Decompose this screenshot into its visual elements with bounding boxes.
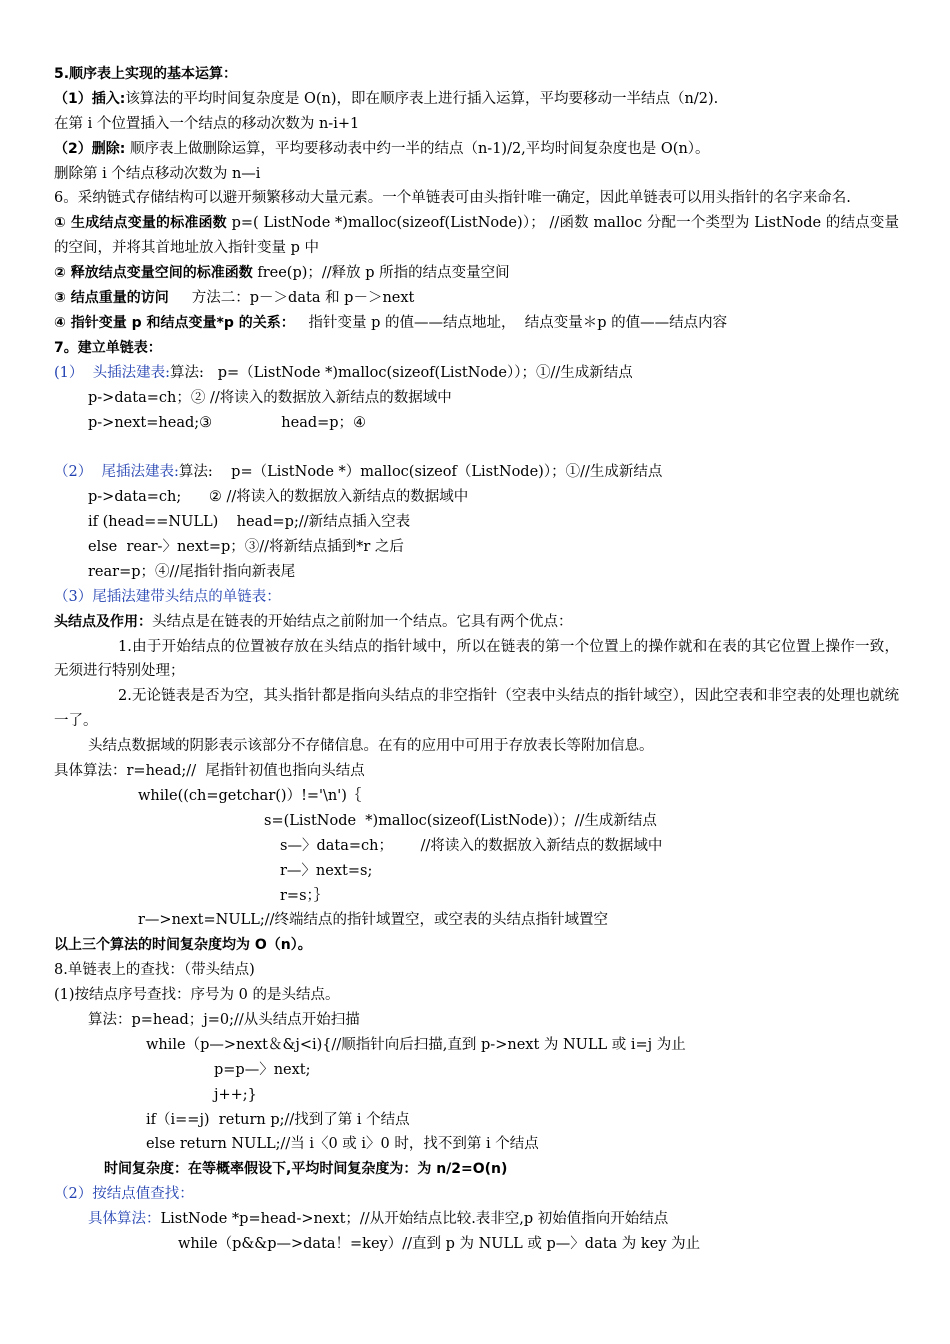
code-line: r—>next=NULL;//终端结点的指针域置空，或空表的头结点指针域置空	[138, 912, 608, 929]
code-line: rear=p；④//尾指针指向新表尾	[88, 563, 296, 580]
code-line: p=p—〉next;	[214, 1061, 311, 1078]
code-line: r—〉next=s;	[280, 862, 373, 879]
delete-complexity-line: （2）删除: 顺序表上做删除运算，平均要移动表中约一半的结点（n-1)/2,平均时间复杂度也是 O(n）。	[54, 140, 710, 157]
code-line: s—〉data=ch； //将读入的数据放入新结点的数据域中	[280, 837, 663, 854]
search-by-value-algorithm: 具体算法：ListNode *p=head->next；//从开始结点比较.表非空,p 初始值指向开始结点	[88, 1211, 669, 1228]
head-node-intro-line: 头结点及作用：头结点是在链表的开始结点之前附加一个结点。它具有两个优点：	[54, 613, 573, 630]
tail-insert-label: （2） 尾插法建表:	[54, 464, 179, 481]
blank-line	[54, 435, 899, 460]
pointer-relation-line: ④ 指针变量 p 和结点变量*p 的关系： 指针变量 p 的值——结点地址， 结点变量＊p 的值——结点内容	[54, 314, 728, 331]
section-7-heading: 7。建立单链表：	[54, 339, 162, 356]
code-line: while（p—>next＆&j<i){//顺指针向后扫描,直到 p->next 为 NULL 或 i=j 为止	[146, 1036, 686, 1053]
code-line: 算法：p=head；j=0;//从头结点开始扫描	[88, 1011, 360, 1028]
time-complexity-line: 时间复杂度：在等概率假设下,平均时间复杂度为：为 n/2=O(n)	[104, 1161, 508, 1178]
code-line: j++;}	[214, 1086, 257, 1103]
code-line: while((ch=getchar()）!='\n')｛	[138, 787, 362, 804]
head-node-note-line: 头结点数据域的阴影表示该部分不存储信息。在有的应用中可用于存放表长等附加信息。	[88, 738, 654, 755]
node-access-line: ③ 结点重量的访问 方法二：p－＞data 和 p－＞next	[54, 290, 415, 307]
algorithm-label: 具体算法：	[88, 1211, 161, 1228]
tail-insert-head-node-heading: （3）尾插法建带头结点的单链表：	[54, 588, 281, 605]
advantage-1-paragraph: 1.由于开始结点的位置被存放在头结点的指针域中，所以在链表的第一个位置上的操作就和在表的其它位置上操作一致，无须进行特别处理；	[54, 638, 899, 680]
code-line: else rear-〉next=p；③//将新结点插到*r 之后	[88, 538, 404, 555]
free-function-line: ② 释放结点变量空间的标准函数 free(p)；//释放 p 所指的结点变量空间	[54, 265, 510, 282]
code-line: p->data=ch；② //将读入的数据放入新结点的数据域中	[88, 389, 452, 406]
code-line: s=(ListNode *)malloc(sizeof(ListNode)）；//生成新结点	[264, 812, 657, 829]
section-5-heading: 5.顺序表上实现的基本运算：	[54, 66, 238, 82]
code-line: p->data=ch; ② //将读入的数据放入新结点的数据域中	[88, 489, 469, 506]
code-line: p->next=head;③ head=p；④	[88, 414, 367, 431]
node-access-label: ③ 结点重量的访问	[54, 290, 169, 307]
malloc-function-line: ① 生成结点变量的标准函数 p=( ListNode *)malloc(sizeof(ListNode)）； //函数 malloc 分配一个类型为 ListNode 的结点变量的空间，并将其首地址放入指针变量 p 中	[54, 215, 899, 257]
code-line: else return NULL;//当 i〈0 或 i〉0 时，找不到第 i 个结点	[146, 1136, 539, 1153]
insert-complexity-line: （1）插入:该算法的平均时间复杂度是 O(n)，即在顺序表上进行插入运算，平均要移动一半结点（n/2).	[54, 90, 719, 107]
document-page	[54, 62, 899, 1257]
delete-label: （2）删除:	[54, 140, 126, 157]
head-insert-line: (1） 头插法建表:算法: p=（ListNode *)malloc(sizeof(ListNode））；①//生成新结点	[54, 364, 633, 381]
code-line: while（p&&p—>data！=key）//直到 p 为 NULL 或 p—〉data 为 key 为止	[178, 1235, 701, 1252]
delete-move-count-line: 删除第 i 个结点移动次数为 n—i	[54, 165, 261, 182]
tail-insert-line: （2） 尾插法建表:算法: p=（ListNode *）malloc(sizeof（ListNode)）；①//生成新结点	[54, 464, 663, 481]
head-insert-label: (1） 头插法建表:	[54, 364, 170, 381]
insert-move-count-line: 在第 i 个位置插入一个结点的移动次数为 n-i+1	[54, 115, 360, 132]
section-6-paragraph: 6。采纳链式存储结构可以避开频繁移动大量元素。一个单链表可由头指针唯一确定，因此单链表可以用头指针的名字来命名.	[54, 190, 851, 207]
pointer-relation-label: ④ 指针变量 p 和结点变量*p 的关系：	[54, 314, 295, 331]
complexity-summary: 以上三个算法的时间复杂度均为 O（n）。	[54, 937, 312, 954]
malloc-label: ① 生成结点变量的标准函数	[54, 215, 227, 232]
free-label: ② 释放结点变量空间的标准函数	[54, 265, 253, 282]
insert-label: （1）插入:	[54, 90, 126, 107]
code-line: if（i==j) return p;//找到了第 i 个结点	[146, 1111, 410, 1128]
section-8-heading: 8.单链表上的查找：（带头结点)	[54, 962, 255, 979]
code-line: if (head==NULL) head=p;//新结点插入空表	[88, 514, 411, 531]
search-by-index-heading: (1)按结点序号查找：序号为 0 的是头结点。	[54, 987, 340, 1004]
search-by-value-heading: （2）按结点值查找：	[54, 1186, 194, 1203]
algorithm-line: 具体算法：r=head;// 尾指针初值也指向头结点	[54, 763, 365, 780]
advantage-2-paragraph: 2.无论链表是否为空，其头指针都是指向头结点的非空指针（空表中头结点的指针域空），因此空表和非空表的处理也就统一了。	[54, 688, 899, 730]
code-line: r=s；｝	[280, 887, 329, 904]
head-node-label: 头结点及作用：	[54, 613, 152, 630]
